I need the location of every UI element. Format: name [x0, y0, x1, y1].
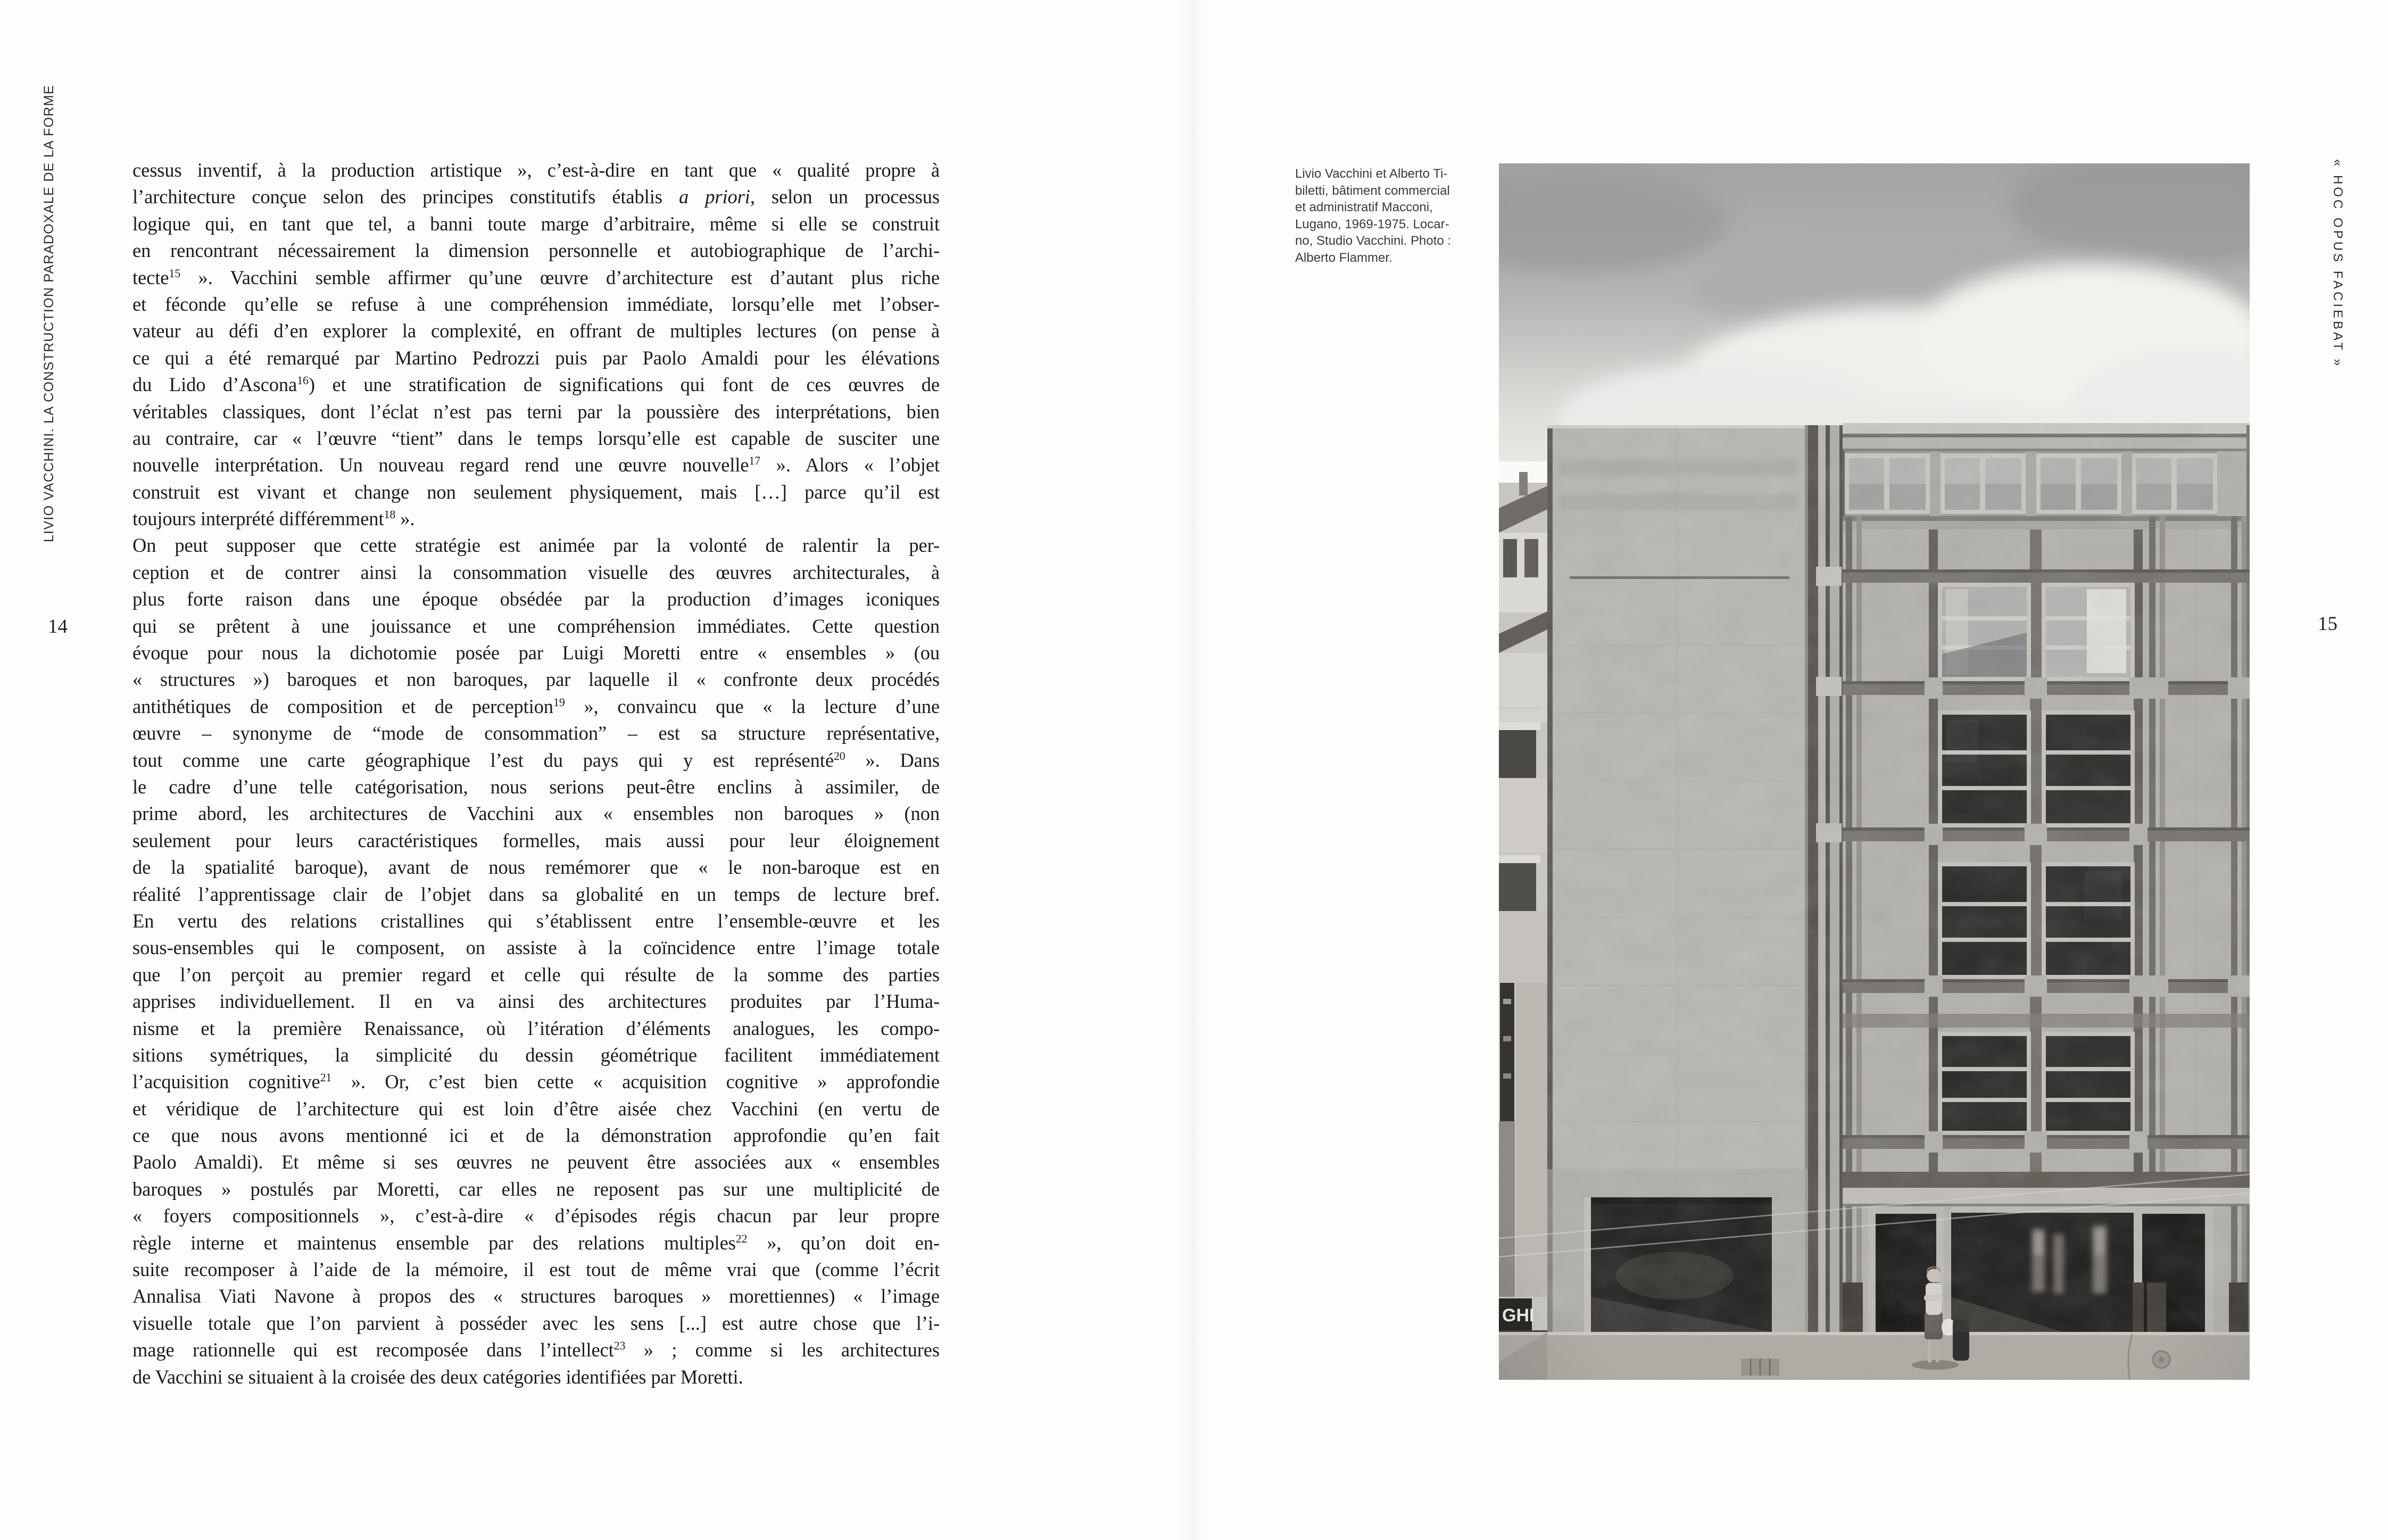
caption-line: biletti, bâtiment commercial [1295, 183, 1450, 198]
body-text-line: suite recomposer à l’aide de la mémoire, il est tout de même vrai que (comme l’écrit [132, 1259, 940, 1281]
page-number-left: 14 [48, 616, 68, 637]
caption-line: Lugano, 1969-1975. Locar- [1295, 217, 1449, 231]
body-text-line: visuelle totale que l’on parvient à posséder avec les sens [...] est autre chose que l’i- [132, 1312, 940, 1334]
body-text-line: ception et de contrer ainsi la consommation visuelle des œuvres architecturales, à [132, 561, 940, 583]
body-text-line: et féconde qu’elle se refuse à une compréhension immédiate, lorsqu’elle met l’obser- [132, 293, 940, 315]
body-text-line: « structures ») baroques et non baroques, par laquelle il « confronte deux procédés [132, 668, 940, 691]
building-photo-svg [1499, 163, 2250, 1380]
body-text-line: En vertu des relations cristallines qui s’établissent entre l’ensemble-œuvre et les [132, 909, 940, 932]
body-text-line: au contraire, car « l’œuvre “tient” dans le temps lorsqu’elle est capable de susciter une [132, 427, 940, 449]
caption-line: no, Studio Vacchini. Photo : [1295, 234, 1452, 249]
body-text-line: ce qui a été remarqué par Martino Pedrozzi puis par Paolo Amaldi pour les élévations [132, 346, 940, 369]
body-text-line: en rencontrant nécessairement la dimension personnelle et autobiographique de l’archi- [132, 239, 940, 262]
body-text-line: « foyers compositionnels », c’est-à-dire « d’épisodes régis chacun par leur propre [132, 1205, 940, 1227]
body-text-line: du Lido d’Ascona$^{16}$) et une stratification de significations qui font de ces œuvres de [132, 373, 940, 396]
body-text-line: nouvelle interprétation. Un nouveau regard rend une œuvre nouvelle$^{17}$ ». Alors « l’objet [132, 454, 940, 476]
body-text-line: l’architecture conçue selon des principes constitutifs établis a priori, selon un processus [132, 186, 940, 208]
page-gutter [1178, 0, 1210, 1540]
body-text-line: mage rationnelle qui est recomposée dans l’intellect$^{23}$ » ; comme si les architectures [132, 1339, 940, 1361]
body-text-line: nisme et la première Renaissance, où l’itération d’éléments analogues, les compo- [132, 1017, 940, 1039]
left-margin-running-title: LIVIO VACCHINI. LA CONSTRUCTION PARADOXALE DE LA FORME [42, 85, 56, 542]
body-text-line: baroques » postulés par Moretti, car elles ne reposent pas sur une multiplicité de [132, 1178, 940, 1200]
body-text-line: sitions symétriques, la simplicité du dessin géométrique facilitent immédiatement [132, 1044, 940, 1066]
caption-line: Alberto Flammer. [1295, 250, 1392, 265]
caption-line: Livio Vacchini et Alberto Ti- [1295, 167, 1448, 181]
body-text-line: On peut supposer que cette stratégie est animée par la volonté de ralentir la per- [132, 534, 940, 557]
body-text-line: règle interne et maintenus ensemble par des relations multiples$^{22}$ », qu’on doit en- [132, 1231, 940, 1254]
body-text-line: qui se prêtent à une jouissance et une compréhension immédiates. Cette question [132, 615, 940, 637]
body-text-line: toujours interprété différemment$^{18}$ ». [132, 507, 415, 530]
body-text-line: que l’on perçoit au premier regard et celle qui résulte de la somme des parties [132, 963, 940, 986]
body-text-line: et véridique de l’architecture qui est loin d’être aisée chez Vacchini (en vertu de [132, 1097, 940, 1120]
body-text-line: réalité l’apprentissage clair de l’objet dans sa globalité en un temps de lecture bref. [132, 883, 940, 905]
body-text-line: ce que nous avons mentionné ici et de la démonstration approfondie qu’en fait [132, 1124, 940, 1147]
body-text-line: plus forte raison dans une époque obsédée par la production d’images iconiques [132, 588, 940, 610]
body-text-line: vateur au défi d’en explorer la complexité, en offrant de multiples lectures (on pense à [132, 320, 940, 342]
body-text-line: évoque pour nous la dichotomie posée par Luigi Moretti entre « ensembles » (ou [132, 642, 940, 664]
body-text-line: œuvre – synonyme de “mode de consommation” – est sa structure représentative, [132, 722, 940, 744]
body-text-line: de Vacchini se situaient à la croisée des deux catégories identifiées par Moretti. [132, 1365, 743, 1388]
right-margin-running-title: « HOC OPUS FACIEBAT » [2331, 159, 2345, 369]
caption-line: et administratif Macconi, [1295, 200, 1433, 215]
page-number-right: 15 [2318, 613, 2337, 635]
body-text-line: tecte$^{15}$ ». Vacchini semble affirmer qu’une œuvre d’architecture est d’autant plus riche [132, 266, 940, 288]
body-text-line: l’acquisition cognitive$^{21}$ ». Or, c’est bien cette « acquisition cognitive » approfondie [132, 1071, 940, 1093]
vignette [1499, 163, 2250, 1380]
body-text-line: de la spatialité baroque), avant de nous remémorer que « le non-baroque est en [132, 856, 940, 879]
body-text-line: le cadre d’une telle catégorisation, nous serions peut-être enclins à assimiler, de [132, 775, 940, 798]
body-text-line: logique qui, en tant que tel, a banni toute marge d’arbitraire, même si elle se construit [132, 212, 940, 235]
body-text-line: sous-ensembles qui le composent, on assiste à la coïncidence entre l’image totale [132, 937, 940, 959]
body-text-line: Paolo Amaldi). Et même si ses œuvres ne peuvent être associées aux « ensembles [132, 1151, 940, 1173]
body-text-line: véritables classiques, dont l’éclat n’est pas terni par la poussière des interprétations, bien [132, 400, 940, 423]
body-text-line: construit est vivant et change non seulement physiquement, mais […] parce qu’il est [132, 481, 940, 503]
body-text-line: tout comme une carte géographique l’est du pays qui y est représenté$^{20}$ ». Dans [132, 749, 940, 771]
building-photo [1499, 163, 2250, 1380]
body-text-line: prime abord, les architectures de Vacchini aux « ensembles non baroques » (non [132, 802, 940, 825]
body-text-block [132, 157, 940, 1390]
body-text-line: Annalisa Viati Navone à propos des « structures baroques » morettiennes) « l’image [132, 1285, 940, 1307]
body-text-line: cessus inventif, à la production artistique », c’est-à-dire en tant que « qualité propre à [132, 159, 940, 181]
body-text-line: antithétiques de composition et de perception$^{19}$ », convaincu que « la lecture d’une [132, 695, 940, 717]
body-text-line: seulement pour leurs caractéristiques formelles, mais aussi pour leur éloignement [132, 829, 940, 851]
photo-caption [1295, 165, 1479, 267]
body-text-line: apprises individuellement. Il en va ainsi des architectures produites par l’Huma- [132, 990, 940, 1013]
